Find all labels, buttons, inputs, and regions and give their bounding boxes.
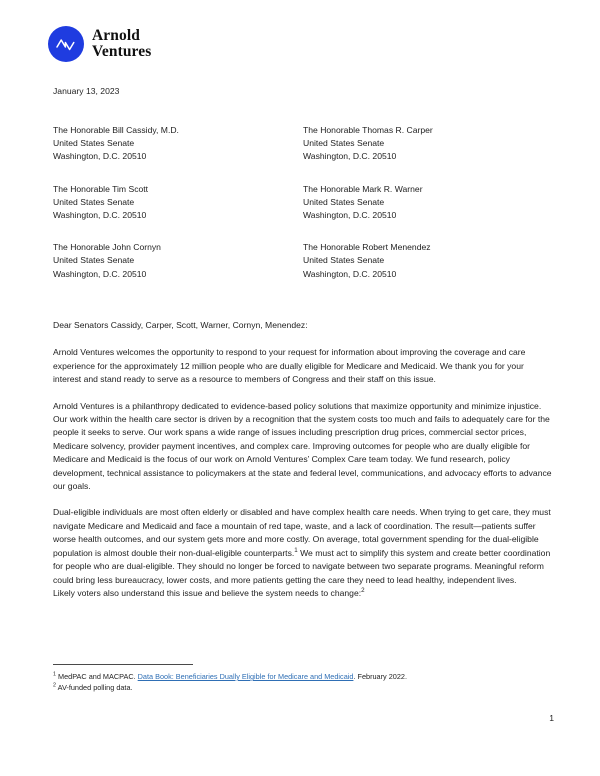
paragraph-4 (53, 587, 553, 600)
footnote-item (53, 671, 553, 682)
footnote-marker: 2 (53, 682, 56, 689)
recipient-city: Washington, D.C. 20510 (53, 151, 147, 162)
recipient-name: The Honorable John Cornyn (53, 242, 161, 253)
recipient-name: The Honorable Bill Cassidy, M.D. (53, 125, 179, 135)
address-row (53, 183, 553, 223)
footnote-separator-rule (53, 664, 193, 665)
footnotes-section (53, 664, 553, 694)
recipient-body: United States Senate (303, 196, 385, 207)
letterhead (48, 26, 151, 62)
address-row (53, 124, 553, 164)
footnote-prefix-text: AV-funded polling data. (57, 683, 133, 693)
recipient-city: Washington, D.C. 20510 (303, 151, 397, 162)
address-row (53, 241, 553, 281)
footnote-marker: 1 (53, 671, 56, 678)
paragraph-4-text: Likely voters also understand this issue and believe the system needs to change: (53, 587, 362, 598)
recipient-name: The Honorable Robert Menendez (303, 242, 431, 253)
recipient-name: The Honorable Thomas R. Carper (303, 125, 433, 135)
recipient-city: Washington, D.C. 20510 (53, 268, 147, 279)
paragraph-3 (53, 506, 553, 586)
recipient-body: United States Senate (53, 255, 135, 266)
footnote-ref-1[interactable]: 1 (294, 546, 298, 554)
brand-wordmark (92, 28, 151, 61)
footnote-item (53, 682, 553, 693)
recipient-city: Washington, D.C. 20510 (303, 210, 397, 221)
letter-body (53, 319, 553, 613)
recipient-body: United States Senate (53, 138, 135, 149)
recipient-city: Washington, D.C. 20510 (303, 268, 397, 279)
paragraph-2: Arnold Ventures is a philanthropy dedicated to evidence-based policy solutions that maximize opportunity and minimize injustice. Our work within the health care sector is driven by a recognition that the system costs too much and fails to adequately care for the people it seeks to serve. Our work spans a wide range of issues including prescription drug prices, commercial sector prices, Medicare solvency, provider payment incentives, and complex care. Improving outcomes for people who are dually eligible for Medicare and Medicaid is the focus of our work on Arnold Ventures’ Complex Care team today. We fund research, policy development, technical assistance to policymakers at the state and federal level, communications, and advocacy efforts to advance our goals. (53, 400, 552, 492)
salutation: Dear Senators Cassidy, Carper, Scott, Warner, Cornyn, Menendez: (53, 320, 308, 330)
address-block (303, 241, 553, 281)
footnote-source-link[interactable]: Data Book: Beneficiaries Dually Eligible for Medicare and Medicaid (137, 672, 354, 681)
address-block (53, 124, 303, 164)
paragraph-3-text-before-footnote: Dual-eligible individuals are most often elderly or disabled and have complex health care needs. When trying to get care, they must navigate Medicare and Medicaid and face a mountain of red tape, waste, and a lack of coordination. The result—patients suffer worse health outcomes, and our system gets more and more costly. On average, total government spending for the dual-eligible population is almost double their non-dual-eligible counterparts. (53, 507, 551, 558)
footnote-suffix-text: . February 2022. (353, 672, 407, 681)
footnote-ref-2[interactable]: 2 (361, 587, 365, 595)
address-block (53, 183, 303, 223)
recipient-name: The Honorable Mark R. Warner (303, 183, 423, 194)
recipient-body: United States Senate (303, 255, 385, 266)
arnold-ventures-logo-icon (48, 26, 84, 62)
recipient-city: Washington, D.C. 20510 (53, 210, 147, 221)
footnote-prefix-text: MedPAC and MACPAC. (58, 672, 138, 681)
recipient-body: United States Senate (53, 196, 135, 207)
page-number: 1 (549, 713, 554, 723)
address-block (303, 124, 553, 164)
address-block (303, 183, 553, 223)
recipient-body: United States Senate (303, 138, 385, 149)
letter-date: January 13, 2023 (53, 86, 120, 96)
paragraph-1: Arnold Ventures welcomes the opportunity to respond to your request for information about improving the coverage and care experience for the approximately 12 million people who are dually eligible for Medicare and Medicaid. We thank you for your interest and stand ready to serve as a resource to members of Congress and their staff on this issue. (53, 347, 526, 385)
recipient-name: The Honorable Tim Scott (53, 183, 149, 194)
address-block (53, 241, 303, 281)
paragraph-3-text-after-footnote: We must act to simplify this system and create better coordination for people who are dual-eligible. They should no longer be forced to navigate between two separate programs. Meaningful reform could bring less bureaucracy, lower costs, and more patients getting the care they need to lead healthy, independent lives. (53, 547, 551, 585)
recipient-addresses (53, 124, 553, 300)
brand-wordmark-line-2: Ventures (92, 43, 152, 60)
brand-wordmark-line-1: Arnold (92, 26, 140, 44)
